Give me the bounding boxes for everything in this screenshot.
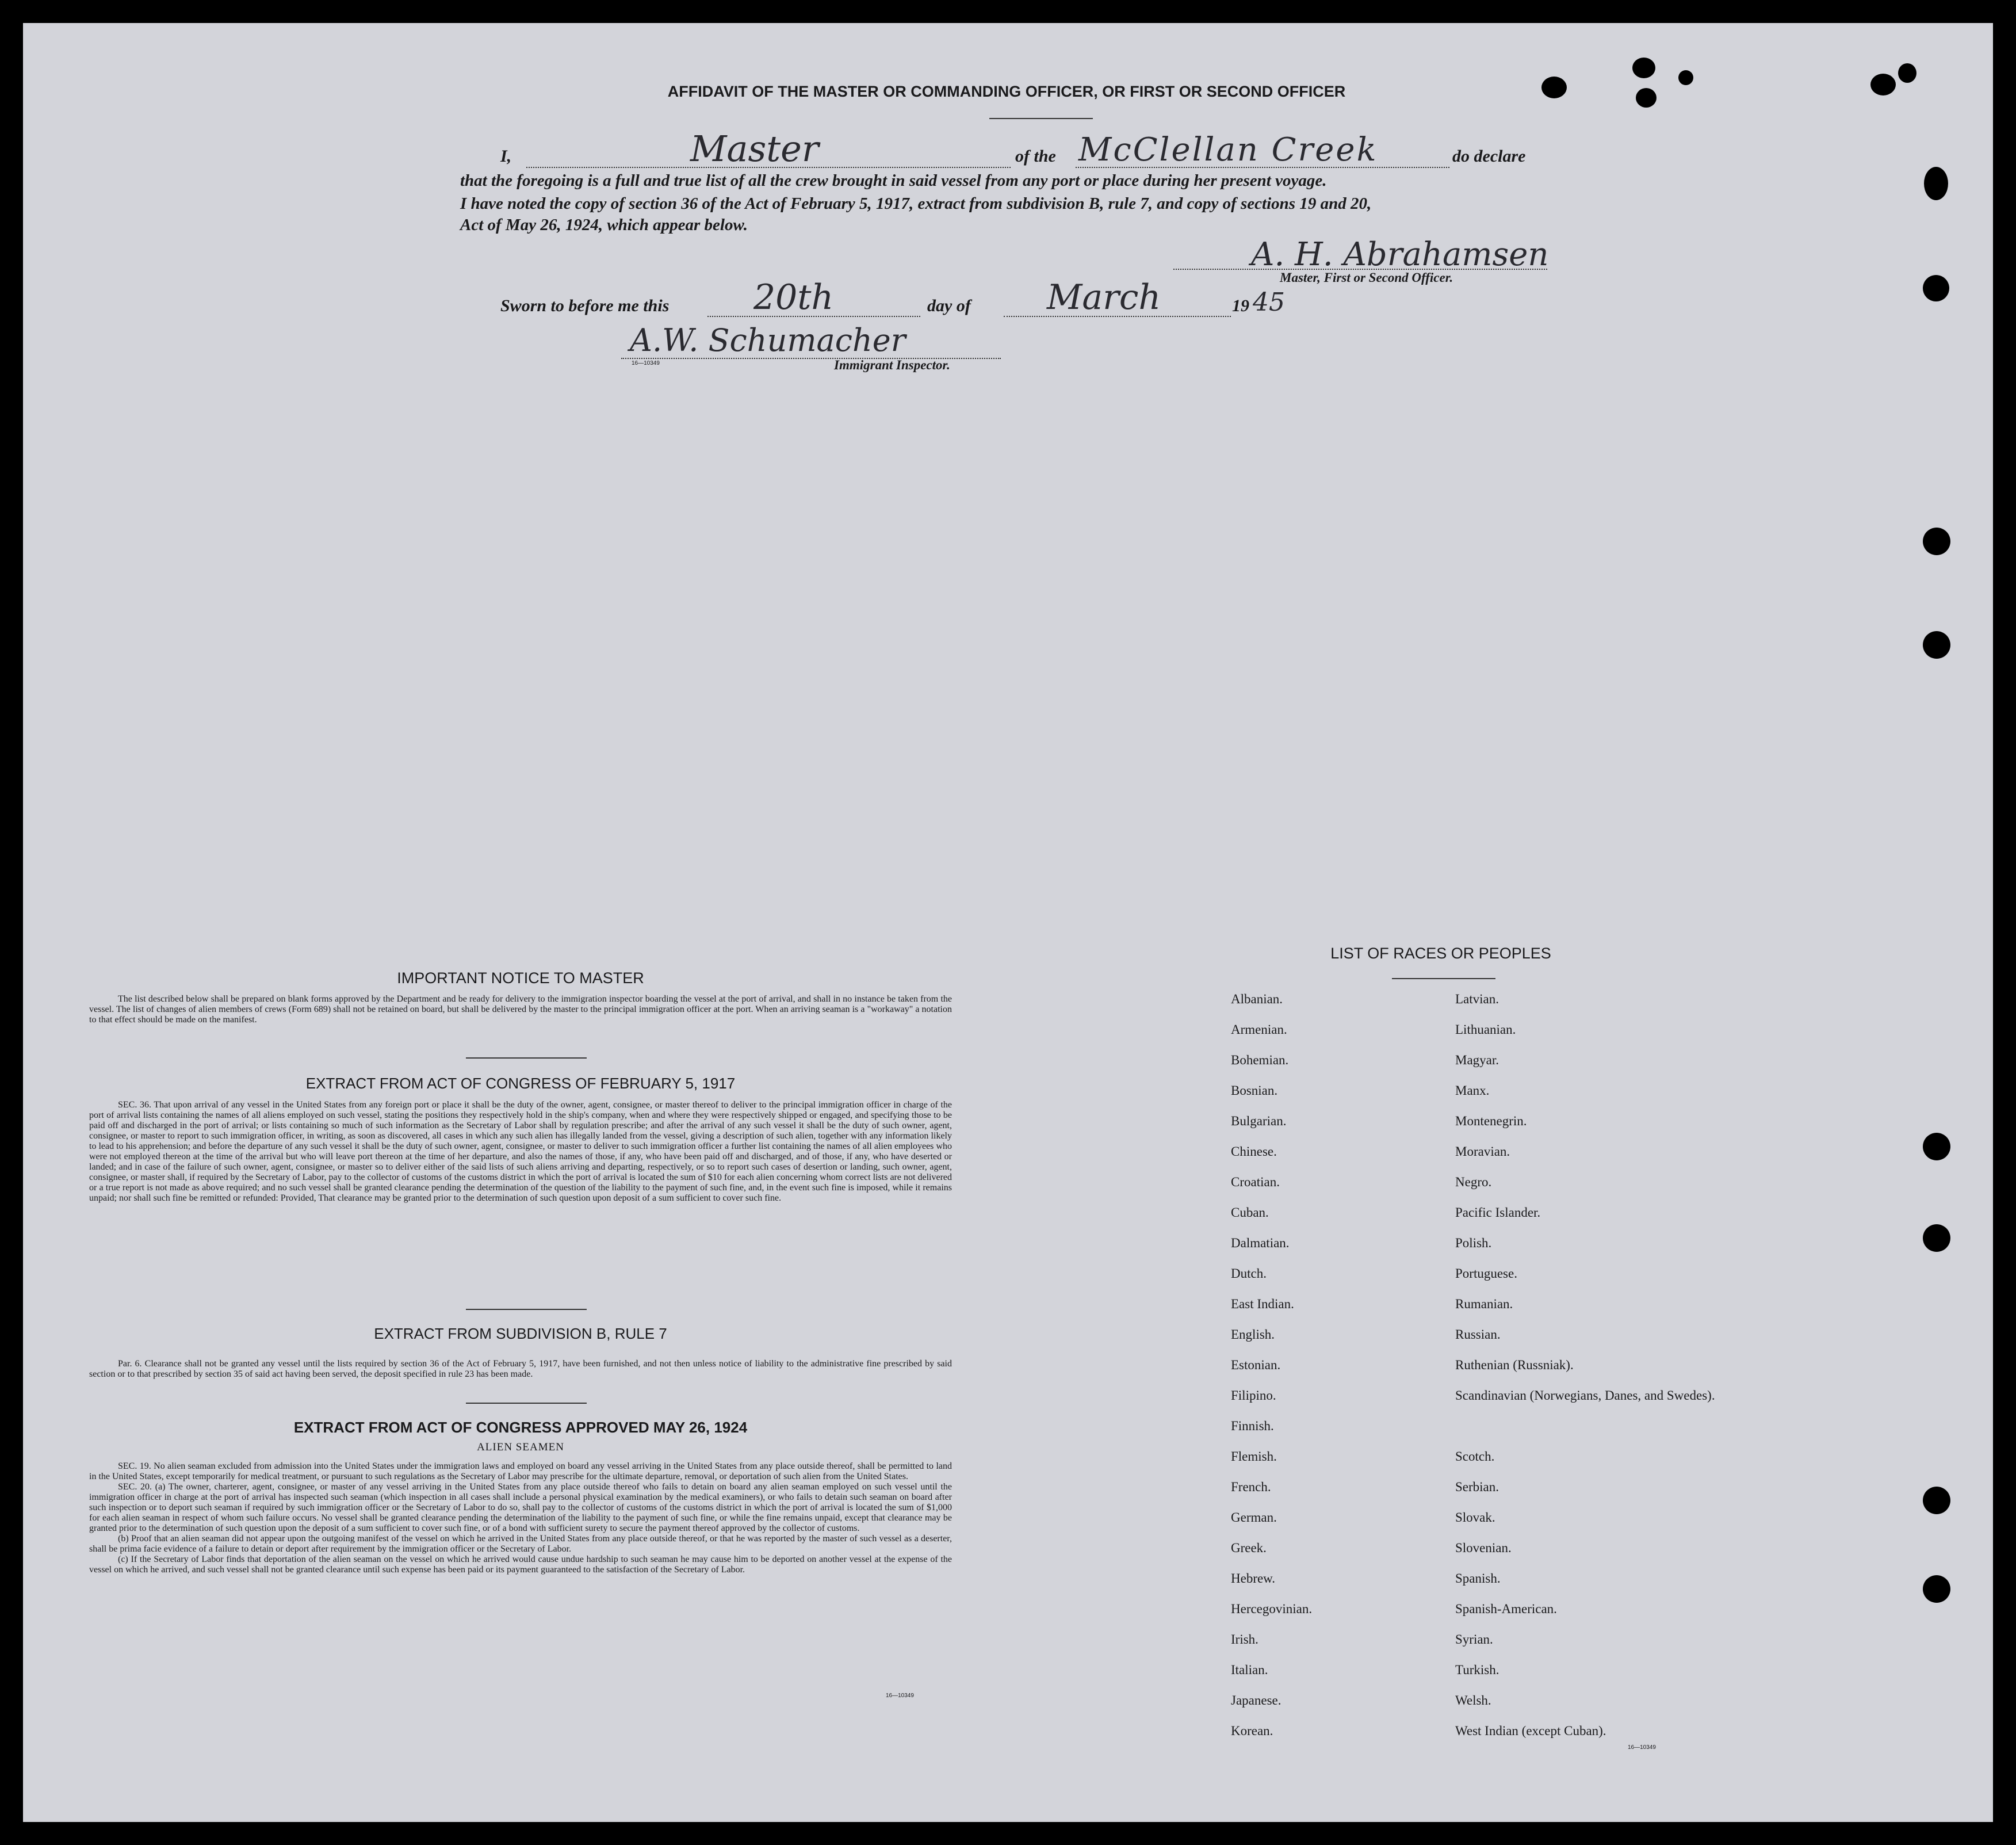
race-item: Ruthenian (Russniak). (1455, 1358, 1574, 1372)
inspector-signature: A.W. Schumacher (630, 322, 906, 358)
race-item: Italian. (1231, 1663, 1268, 1677)
month-handwritten: March (1047, 277, 1161, 318)
race-item: Bulgarian. (1231, 1114, 1287, 1128)
section-divider (466, 1403, 587, 1404)
race-item: East Indian. (1231, 1297, 1294, 1311)
punch-hole (1923, 1133, 1950, 1160)
punch-hole (1923, 1224, 1950, 1252)
extract-1917-text: SEC. 36. That upon arrival of any vessel in the United States from any foreign port or place it shall be the duty of the owner, agent, consignee, or master thereof to deliver to the principal immigration officer in charge of the port of arrival lists containing the names of all aliens employed on such vessel, stating the positions they respectively hold in the ship's company, when and where they were respectively shipped or engaged, and specifying those to be paid off and discharged in the port of arrival; or lists containing so much of such information as the Secretary of Labor shall by regulation prescribe; and after the arrival of any such vessel it shall be the duty of such owner, agent, consignee, or master to report to such immigration officer, in writing, as soon as discovered, all cases in which any such alien has illegally landed from the vessel, giving a description of such alien, together with any information likely to lead to his apprehension; and before the departure of any such vessel it shall be the duty of such owner, agent, consignee, or master to deliver to such immigration officer a further list containing the names of all alien employees who were not employed thereon at the time of the arrival but who will leave port thereon at the time of her departure, and also the names of those, if any, who have been paid off and discharged, and of those, if any, who have deserted or landed; and in case of the failure of such owner, agent, consignee, or master so to deliver either of the said lists of such aliens arriving and departing, respectively, or so to report such cases of desertion or landing, such owner, agent, consignee, or master shall, if required by the Secretary of Labor, pay to the collector of customs of the customs district in which the port of arrival is located the sum of $10 for each alien concerning whom correct lists are not delivered or a true report is not made as above required; and no such vessel shall be granted clearance pending the determination of the question of the liability to the payment of such fine, and, in the event such fine is imposed, while it remains unpaid; nor shall such fine be remitted or refunded: Provided, That clearance may be granted prior to the determination of such question upon deposit of a sum sufficient to cover such fine. (89, 1100, 952, 1203)
race-item: Dalmatian. (1231, 1236, 1290, 1250)
race-item: Turkish. (1455, 1663, 1499, 1677)
day-of-label: day of (927, 296, 971, 315)
title-divider (989, 118, 1093, 119)
sec20c-text: (c) If the Secretary of Labor finds that deportation of the alien seaman on the vessel on which he arrived would cause undue hardship to such seaman he may cause him to be deported on another vessel at the expense of the vessel on which he arrived, and such vessel shall not be granted clearance until such expense has been paid or its payment guaranteed to the satisfaction of the Secretary of Labor. (89, 1554, 952, 1575)
race-item: Slovak. (1455, 1510, 1495, 1525)
affidavit-i-label: I, (500, 147, 512, 166)
race-item: Magyar. (1455, 1053, 1499, 1067)
punch-hole (1632, 58, 1655, 78)
race-item: Serbian. (1455, 1480, 1499, 1494)
officer-handwritten: Master (690, 128, 819, 170)
race-item: Russian. (1455, 1327, 1501, 1342)
race-item: Pacific Islander. (1455, 1205, 1541, 1220)
section-divider (466, 1057, 587, 1059)
race-item: Latvian. (1455, 992, 1499, 1006)
vessel-handwritten: McClellan Creek (1078, 131, 1378, 169)
affidavit-line-2: that the foregoing is a full and true list of all the crew brought in said vessel from any port or place during her present voyage. (460, 171, 1327, 190)
rule7-text: Par. 6. Clearance shall not be granted any vessel until the lists required by section 36 of the Act of February 5, 1917, have been furnished, and not then unless notice of liability to the administrative fine prescribed by said section or to that prescribed by section 35 of said act having been served, the deposit specified in rule 23 has been made. (89, 1359, 952, 1379)
race-item: Syrian. (1455, 1632, 1493, 1647)
races-column-2 (1455, 992, 1743, 1754)
race-item: Flemish. (1231, 1449, 1277, 1464)
affidavit-line-4: Act of May 26, 1924, which appear below. (460, 216, 748, 234)
inspector-caption: Immigrant Inspector. (834, 358, 950, 372)
sec20a-text: SEC. 20. (a) The owner, charterer, agent, consignee, or master of any vessel arriving in the United States from any place outside thereof who fails to detain on board any alien seaman employed on such vessel until the immigration officer in charge at the port of arrival has inspected such seaman (which inspection in all cases shall include a personal physical examination by the medical examiners), or who fails to detain such seaman on board after such inspection or to deport such seaman if required by such immigration officer or the Secretary of Labor to do so, shall pay to the collector of customs of the customs district in which the port of arrival is located the sum of $1,000 for each alien seaman in respect of whom such failure occurs. No vessel shall be granted clearance pending the determination of the liability to the payment of such fine, or while the fine remains unpaid, except that clearance may be granted prior to the determination of such question upon the deposit of a sum sufficient to cover such fine, or of a bond with sufficient surety to secure the payment thereof approved by the collector of customs. (89, 1482, 952, 1533)
race-item: Spanish-American. (1455, 1602, 1557, 1616)
race-item: Hercegovinian. (1231, 1602, 1313, 1616)
race-item: Dutch. (1231, 1266, 1267, 1281)
race-item: English. (1231, 1327, 1275, 1342)
notice-text: The list described below shall be prepared on blank forms approved by the Department and be ready for delivery to the immigration inspector boarding the vessel at the port of arrival, and shall in no instance be taken from the vessel. The list of changes of alien members of crews (Form 689) shall not be retained on board, but shall be delivered by the master to the principal immigration officer at the port. When an arriving seaman is a "workaway" a notation to that effect should be made on the manifest. (89, 994, 952, 1025)
punch-hole (1924, 167, 1948, 200)
section-divider (466, 1309, 587, 1310)
master-caption: Master, First or Second Officer. (1280, 270, 1453, 285)
extract-1924-title: EXTRACT FROM ACT OF CONGRESS APPROVED MAY 26, 1924 (293, 1419, 748, 1436)
year-handwritten: 45 (1253, 288, 1285, 317)
race-item: Polish. (1455, 1236, 1492, 1250)
race-item: Chinese. (1231, 1144, 1277, 1159)
races-form-number: 16—10349 (1628, 1744, 1656, 1751)
day-handwritten: 20th (753, 277, 834, 318)
punch-hole (1923, 1487, 1950, 1514)
race-item: Scotch. (1455, 1449, 1495, 1464)
race-item: Portuguese. (1455, 1266, 1517, 1281)
races-column-1 (1231, 992, 1432, 1754)
race-item: German. (1231, 1510, 1277, 1525)
punch-hole (1636, 88, 1657, 108)
race-item: West Indian (except Cuban). (1455, 1724, 1606, 1738)
race-item: Montenegrin. (1455, 1114, 1527, 1128)
races-divider (1392, 978, 1495, 979)
race-item: Bosnian. (1231, 1083, 1278, 1098)
sec20b-text: (b) Proof that an alien seaman did not appear upon the outgoing manifest of the vessel on which he arrived in the United States from any place outside thereof, or that he was reported by the master of such vessel as a deserter, shall be prima facie evidence of a failure to detain or deport after requirement by the immigration officer or the Secretary of Labor. (89, 1534, 952, 1554)
master-signature: A. H. Abrahamsen (1251, 236, 1549, 273)
race-item: Filipino. (1231, 1388, 1276, 1403)
sworn-label: Sworn to before me this (500, 296, 670, 315)
rule7-title: EXTRACT FROM SUBDIVISION B, RULE 7 (374, 1325, 667, 1342)
race-item: Greek. (1231, 1541, 1267, 1555)
race-item: Slovenian. (1455, 1541, 1512, 1555)
races-title: LIST OF RACES OR PEOPLES (1330, 945, 1551, 962)
punch-hole (1870, 74, 1896, 96)
race-item: Negro. (1455, 1175, 1492, 1189)
notice-title: IMPORTANT NOTICE TO MASTER (397, 969, 644, 987)
race-item: Japanese. (1231, 1693, 1281, 1708)
race-item: Bohemian. (1231, 1053, 1289, 1067)
affidavit-line-3: I have noted the copy of section 36 of the Act of February 5, 1917, extract from subdivision B, rule 7, and copy of sections 19 and 20, (460, 194, 1372, 213)
race-item: Hebrew. (1231, 1571, 1276, 1586)
race-item: Cuban. (1231, 1205, 1269, 1220)
punch-hole (1923, 528, 1950, 555)
year-prefix: 19 (1232, 296, 1249, 315)
punch-hole (1923, 275, 1949, 301)
race-item: Spanish. (1455, 1571, 1501, 1586)
do-declare-label: do declare (1452, 147, 1526, 166)
punch-hole (1678, 70, 1693, 85)
punch-hole (1541, 77, 1567, 98)
sec19-text: SEC. 19. No alien seaman excluded from admission into the United States under the immigration laws and employed on board any vessel arriving in the United States from any place outside thereof, shall be permitted to land in the United States, except temporarily for medical treatment, or pursuant to such regulations as the Secretary of Labor may prescribe for the ultimate departure, removal, or deportation of such alien from the United States. (89, 1461, 952, 1481)
punch-hole (1898, 63, 1916, 83)
race-item: Estonian. (1231, 1358, 1281, 1372)
race-item: Armenian. (1231, 1022, 1287, 1037)
race-item: Irish. (1231, 1632, 1258, 1647)
affidavit-title: AFFIDAVIT OF THE MASTER OR COMMANDING OFFICER, OR FIRST OR SECOND OFFICER (667, 83, 1346, 100)
race-item: Welsh. (1455, 1693, 1491, 1708)
race-item: French. (1231, 1480, 1271, 1494)
race-item: Rumanian. (1455, 1297, 1513, 1311)
of-the-label: of the (1015, 147, 1056, 166)
race-item: Croatian. (1231, 1175, 1280, 1189)
extract-form-number: 16—10349 (886, 1693, 914, 1699)
race-item: Korean. (1231, 1724, 1273, 1738)
race-item: Albanian. (1231, 992, 1283, 1006)
race-item: Manx. (1455, 1083, 1490, 1098)
punch-hole (1923, 1575, 1950, 1603)
affidavit-form-number: 16—10349 (632, 360, 660, 366)
race-item: Finnish. (1231, 1419, 1274, 1433)
punch-hole (1923, 631, 1950, 659)
race-item: Lithuanian. (1455, 1022, 1516, 1037)
race-item: Scandinavian (Norwegians, Danes, and Swedes). (1455, 1388, 1715, 1403)
extract-1917-title: EXTRACT FROM ACT OF CONGRESS OF FEBRUARY 5, 1917 (305, 1075, 736, 1092)
extract-1924-subtitle: ALIEN SEAMEN (477, 1441, 564, 1453)
race-item: Moravian. (1455, 1144, 1510, 1159)
